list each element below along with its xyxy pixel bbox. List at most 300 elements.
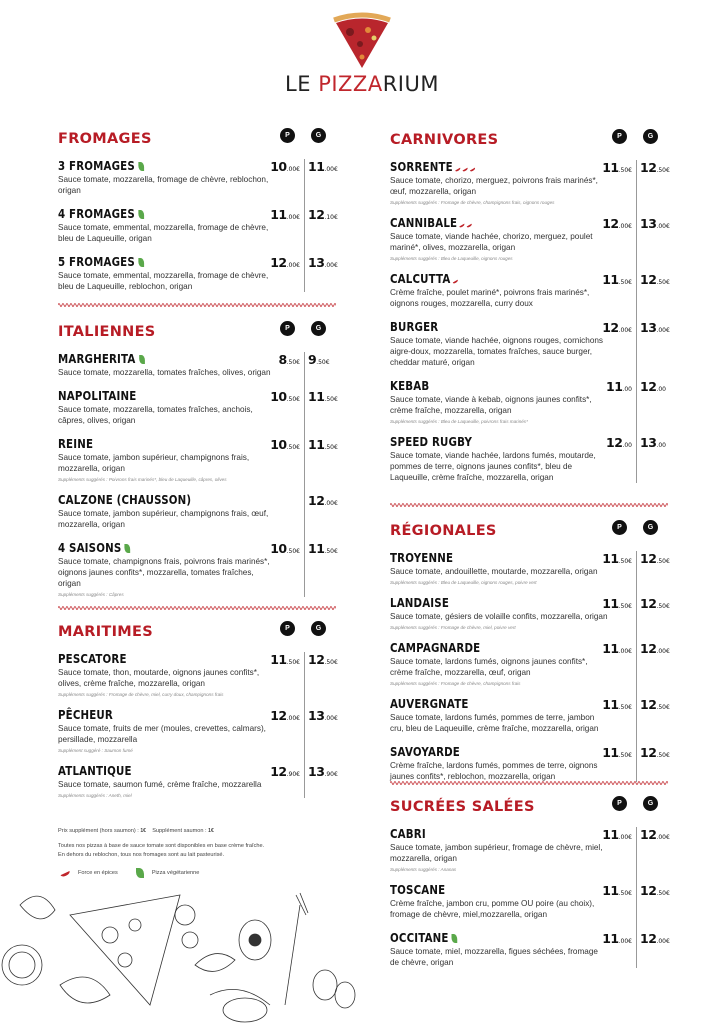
- pizza-name-row: [390, 434, 623, 450]
- price-integer: 13: [640, 216, 657, 231]
- price-integer: 12: [640, 697, 657, 712]
- price-decimal: .10€: [324, 214, 338, 221]
- pizza-name-row: [390, 883, 620, 897]
- price-integer: 12: [640, 379, 657, 394]
- price-small: [270, 389, 300, 404]
- section-italiennes: [58, 324, 338, 608]
- pizza-item: [390, 272, 670, 309]
- pizza-item: [58, 255, 338, 292]
- price-large: [640, 160, 670, 175]
- suggested-supplements: Suppléments suggérés : Poivrons frais marinés*, bleu de Laqueuille, câpres, olives: [58, 477, 227, 482]
- pizza-name: TROYENNE: [390, 550, 454, 565]
- pizza-item: [390, 160, 670, 205]
- pizza-item: [58, 352, 338, 378]
- section-title: CARNIVORES: [390, 132, 499, 148]
- pizza-name-row: [58, 708, 288, 722]
- pizza-description: Sauce tomate, mozzarella, tomates fraîches, anchois, câpres, olives, origan: [58, 405, 253, 425]
- footnote-line: En dehors du reblochon, tous nos fromages sont au lait pasteurisé.: [58, 852, 225, 858]
- section-header: [58, 131, 338, 153]
- pizza-name: PÊCHEUR: [58, 707, 113, 722]
- price-small: [278, 352, 300, 367]
- price-small: [602, 272, 632, 287]
- pizza-name: 5 FROMAGES: [58, 254, 135, 269]
- leaf-icon: [139, 355, 145, 364]
- price-small: [270, 764, 300, 779]
- pizza-name-row: [390, 641, 620, 655]
- price-decimal: .50€: [286, 659, 300, 666]
- price-small: [270, 159, 300, 174]
- price-decimal: .00€: [286, 166, 300, 173]
- price-large: [640, 697, 670, 712]
- price-integer: 13: [308, 708, 325, 723]
- price-decimal: .50€: [286, 396, 300, 403]
- price-decimal: .50€: [618, 603, 632, 610]
- price-large: [640, 827, 670, 842]
- section-title: RÉGIONALES: [390, 523, 497, 539]
- pizza-name: MARGHERITA: [58, 351, 136, 366]
- pizza-name: CALCUTTA: [390, 271, 451, 286]
- price-decimal: .00€: [324, 166, 338, 173]
- pizza-item: [390, 320, 670, 368]
- price-integer: 10: [270, 389, 287, 404]
- leaf-icon: [138, 162, 144, 171]
- price-decimal: .00: [656, 442, 666, 449]
- suggested-supplements: Suppléments suggérés : Bleu de Laqueuille, oignons rouges, poivre vert: [390, 580, 537, 585]
- pizza-name-row: [58, 437, 288, 451]
- pizza-list: [390, 160, 670, 483]
- price-small: [602, 551, 632, 566]
- pizza-list: [58, 352, 338, 597]
- price-integer: 11: [602, 641, 619, 656]
- size-badge-g: G: [643, 129, 658, 144]
- legend-spicy: [58, 870, 118, 876]
- chili-icon: [458, 222, 465, 229]
- supplement-label: Prix supplément (hors saumon) :: [58, 828, 139, 834]
- pizza-description: Sauce tomate, jambon supérieur, fromage de chèvre, miel, mozzarella, origan: [390, 843, 603, 863]
- price-integer: 11: [602, 160, 619, 175]
- price-integer: 13: [308, 764, 325, 779]
- pizza-name: BURGER: [390, 319, 439, 334]
- price-integer: 10: [270, 159, 287, 174]
- chili-icon: [466, 222, 473, 229]
- price-decimal: .50€: [656, 558, 670, 565]
- pizza-name-row: [390, 551, 620, 565]
- price-large: [308, 493, 338, 508]
- size-badge-g: G: [311, 128, 326, 143]
- price-large: [640, 883, 670, 898]
- pizza-item: [58, 708, 338, 753]
- price-small: [270, 541, 300, 556]
- price-large: [308, 652, 338, 667]
- price-large: [640, 435, 666, 450]
- price-integer: 12: [640, 272, 657, 287]
- price-large: [308, 352, 330, 367]
- price-decimal: .50€: [618, 752, 632, 759]
- pizza-name-row: [390, 320, 620, 334]
- price-decimal: .00€: [618, 648, 632, 655]
- price-integer: 11: [308, 437, 325, 452]
- section-header: [390, 132, 670, 154]
- size-badge-p: P: [612, 520, 627, 535]
- price-decimal: .00: [622, 386, 632, 393]
- price-integer: 12: [602, 320, 619, 335]
- pizza-item: [58, 389, 338, 426]
- price-decimal: .00€: [656, 834, 670, 841]
- pizza-name-row: [58, 255, 288, 269]
- price-integer: 11: [602, 931, 619, 946]
- price-small: [270, 207, 300, 222]
- divider-wave: [58, 302, 336, 308]
- pizza-description: Sauce tomate, jambon supérieur, champignons frais, œuf, mozzarella, origan: [58, 509, 269, 529]
- pizza-description: Crème fraîche, jambon cru, pomme OU poire (au choix), fromage de chèvre, miel,mozzarella, origan: [390, 899, 595, 919]
- size-badge-p: P: [280, 321, 295, 336]
- suggested-supplements: Suppléments suggérés : Ananas: [390, 867, 457, 872]
- pizza-description: Sauce tomate, viande hachée, lardons fumés, moutarde, pommes de terre, oignons jaunes confits*, bleu de Laqueuille, crème fraîche, mozzarella, origan: [390, 451, 596, 482]
- price-integer: 12: [640, 931, 657, 946]
- price-decimal: .00: [622, 442, 632, 449]
- pizza-item: [390, 596, 670, 630]
- price-small: [602, 827, 632, 842]
- suggested-supplements: Suppléments suggérés : Fromage de chèvre, miel, poivre vert: [390, 625, 516, 630]
- price-integer: 12: [640, 160, 657, 175]
- section-header: [390, 523, 670, 545]
- price-small: [270, 437, 300, 452]
- section-sucrees-salees: [390, 799, 670, 979]
- price-small: [602, 697, 632, 712]
- price-large: [308, 255, 338, 270]
- section-maritimes: [58, 624, 338, 809]
- price-integer: 12: [602, 216, 619, 231]
- pizza-name: CAMPAGNARDE: [390, 640, 481, 655]
- price-integer: 13: [308, 255, 325, 270]
- price-integer: 12: [640, 883, 657, 898]
- price-integer: 11: [270, 207, 287, 222]
- price-large: [308, 437, 338, 452]
- price-decimal: .50€: [286, 359, 300, 366]
- pizza-item: [390, 697, 670, 734]
- price-integer: 9: [308, 352, 317, 367]
- pizza-name-row: [390, 931, 620, 945]
- pizza-name: NAPOLITAINE: [58, 388, 137, 403]
- section-regionales: [390, 523, 670, 793]
- pizza-item: [58, 652, 338, 697]
- suggested-supplements: Suppléments suggérés : Bleu de Laqueuille, poivrons frais marinés*: [390, 419, 528, 424]
- price-integer: 10: [270, 437, 287, 452]
- pizza-item: [390, 379, 670, 424]
- price-integer: 13: [640, 435, 657, 450]
- pizza-name: PESCATORE: [58, 651, 127, 666]
- price-decimal: .00€: [618, 327, 632, 334]
- pizza-item: [58, 159, 338, 196]
- price-integer: 12: [606, 435, 623, 450]
- price-large: [640, 551, 670, 566]
- brand-name: [0, 72, 724, 96]
- pizza-name: REINE: [58, 436, 94, 451]
- pizza-name-row: [390, 216, 620, 230]
- price-decimal: .50€: [618, 167, 632, 174]
- price-decimal: .00€: [286, 715, 300, 722]
- pizza-item: [58, 493, 338, 530]
- price-large: [640, 931, 670, 946]
- price-integer: 11: [606, 379, 623, 394]
- price-small: [602, 883, 632, 898]
- pizza-name: CALZONE (CHAUSSON): [58, 492, 192, 507]
- price-decimal: .00€: [656, 223, 670, 230]
- leaf-icon: [452, 934, 458, 943]
- pizza-description: Sauce tomate, fruits de mer (moules, crevettes, calmars), persillade, mozzarella: [58, 724, 266, 744]
- price-decimal: .50€: [324, 444, 338, 451]
- section-fromages: [58, 131, 338, 303]
- pizza-description: Sauce tomate, andouillette, moutarde, mozzarella, origan: [390, 567, 598, 576]
- pizza-description: Sauce tomate, emmental, mozzarella, fromage de chèvre, bleu de Laqueuille, origan: [58, 223, 269, 243]
- price-large: [640, 379, 666, 394]
- price-integer: 11: [270, 652, 287, 667]
- price-integer: 12: [270, 708, 287, 723]
- pizza-name: KEBAB: [390, 378, 430, 393]
- pizza-name-row: [58, 352, 288, 366]
- pizza-list: [58, 652, 338, 798]
- logo: [0, 12, 724, 96]
- pizza-name-row: [390, 697, 620, 711]
- chili-icon: [452, 278, 459, 285]
- size-badge-g: G: [311, 621, 326, 636]
- chili-icon: [454, 166, 461, 173]
- price-decimal: .00€: [656, 648, 670, 655]
- pizza-name: 3 FROMAGES: [58, 158, 135, 173]
- suggested-supplements: Suppléments suggérés : Aneth, miel: [58, 793, 132, 798]
- brand-part: LE: [285, 72, 319, 96]
- pizza-description: Sauce tomate, champignons frais, poivrons frais marinés*, oignons jaunes confits*, mozzarella, tomates fraîches, origan: [58, 557, 270, 588]
- price-large: [640, 745, 670, 760]
- price-large: [640, 320, 670, 335]
- pizza-list: [390, 827, 670, 968]
- size-badge-p: P: [280, 621, 295, 636]
- pizza-name: SAVOYARDE: [390, 744, 460, 759]
- price-decimal: .50€: [618, 890, 632, 897]
- price-decimal: .00€: [656, 938, 670, 945]
- price-small: [602, 216, 632, 231]
- price-decimal: .00€: [324, 262, 338, 269]
- chili-icon: [469, 166, 476, 173]
- pizza-name-row: [390, 827, 620, 841]
- section-header: [390, 799, 670, 821]
- pizza-description: Sauce tomate, mozzarella, fromage de chèvre, reblochon, origan: [58, 175, 269, 195]
- price-integer: 12: [308, 493, 325, 508]
- pizza-name-row: [390, 745, 620, 759]
- suggested-supplements: Supplément suggéré : Saumon fumé: [58, 748, 133, 753]
- suggested-supplements: Suppléments suggérés : Bleu de Laqueuille, oignons rouges: [390, 256, 513, 261]
- price-integer: 10: [270, 541, 287, 556]
- price-decimal: .50€: [286, 444, 300, 451]
- price-integer: 12: [640, 641, 657, 656]
- price-large: [640, 596, 670, 611]
- price-large: [640, 272, 670, 287]
- pizza-name: TOSCANE: [390, 882, 446, 897]
- price-integer: 12: [640, 551, 657, 566]
- legend: [58, 868, 199, 878]
- price-integer: 13: [640, 320, 657, 335]
- saumon-label: Supplément saumon :: [152, 828, 207, 834]
- price-decimal: .00: [656, 386, 666, 393]
- pizza-item: [390, 827, 670, 872]
- pizza-item: [390, 931, 670, 968]
- price-small: [270, 708, 300, 723]
- price-integer: 12: [270, 255, 287, 270]
- pizza-item: [58, 437, 338, 482]
- pizza-name-row: [58, 159, 288, 173]
- price-large: [308, 389, 338, 404]
- leaf-icon: [136, 868, 144, 878]
- pizza-name: CABRI: [390, 826, 426, 841]
- price-large: [308, 541, 338, 556]
- price-decimal: .50€: [618, 704, 632, 711]
- leaf-icon: [138, 258, 144, 267]
- pizza-name: SORRENTE: [390, 159, 453, 174]
- brand-part-accent: PIZZA: [318, 72, 383, 96]
- price-decimal: .00€: [324, 500, 338, 507]
- pizza-name-row: [390, 160, 620, 174]
- price-integer: 11: [602, 697, 619, 712]
- pizza-item: [390, 435, 670, 483]
- section-title: FROMAGES: [58, 131, 152, 147]
- brand-part: RIUM: [382, 72, 439, 96]
- leaf-icon: [138, 210, 144, 219]
- pizza-name: OCCITANE: [390, 930, 449, 945]
- price-decimal: .00€: [618, 223, 632, 230]
- price-small: [602, 160, 632, 175]
- pizza-name: CANNIBALE: [390, 215, 458, 230]
- price-decimal: .50€: [656, 279, 670, 286]
- price-decimal: .90€: [286, 771, 300, 778]
- size-badge-p: P: [280, 128, 295, 143]
- size-badge-g: G: [311, 321, 326, 336]
- size-badge-p: P: [612, 129, 627, 144]
- section-carnivores: [390, 132, 670, 494]
- pizza-name: 4 SAISONS: [58, 540, 122, 555]
- pizza-item: [390, 216, 670, 261]
- pizza-name-row: [390, 378, 623, 394]
- price-small: [602, 931, 632, 946]
- pizza-name: AUVERGNATE: [390, 696, 469, 711]
- pizza-name: ATLANTIQUE: [58, 763, 132, 778]
- price-decimal: .50€: [656, 167, 670, 174]
- pizza-description: Sauce tomate, chorizo, merguez, poivrons frais marinés*, œuf, mozzarella, origan: [390, 176, 598, 196]
- price-integer: 11: [602, 596, 619, 611]
- price-decimal: .50€: [286, 548, 300, 555]
- pizza-name-row: [58, 541, 288, 555]
- pizza-description: Sauce tomate, thon, moutarde, oignons jaunes confits*, olives, crème fraîche, mozzarella, origan: [58, 668, 260, 688]
- pizza-description: Crème fraîche, poulet mariné*, poivrons frais marinés*, oignons rouges, mozzarella, curry doux: [390, 288, 590, 308]
- legend-spicy-label: Force en épices: [78, 870, 118, 876]
- price-integer: 11: [308, 159, 325, 174]
- pizza-description: Sauce tomate, lardons fumés, pommes de terre, jambon cru, bleu de Laqueuille, crème fraîche, mozzarella, origan: [390, 713, 599, 733]
- pizza-description: Sauce tomate, mozzarella, tomates fraîches, olives, origan: [58, 368, 271, 377]
- price-decimal: .00€: [286, 214, 300, 221]
- pizza-item: [390, 551, 670, 585]
- price-small: [606, 435, 632, 450]
- price-small: [270, 255, 300, 270]
- pizza-name-row: [58, 652, 288, 666]
- pizza-name: 4 FROMAGES: [58, 206, 135, 221]
- price-integer: 11: [308, 541, 325, 556]
- pizza-item: [390, 641, 670, 686]
- pizza-item: [58, 764, 338, 798]
- pizza-name-row: [58, 764, 288, 778]
- section-header: [58, 324, 338, 346]
- legend-veg: [132, 868, 200, 878]
- pizza-list: [58, 159, 338, 292]
- price-large: [308, 764, 338, 779]
- pizza-list: [390, 551, 670, 782]
- price-integer: 11: [602, 551, 619, 566]
- pizza-description: Sauce tomate, lardons fumés, oignons jaunes confits*, crème fraîche, mozzarella, œuf, origan: [390, 657, 588, 677]
- legend-veg-label: Pizza végétarienne: [151, 870, 200, 876]
- suggested-supplements: Suppléments suggérés : Câpres: [58, 592, 124, 597]
- saumon-price: 1€: [208, 828, 214, 834]
- pizza-description: Crème fraîche, lardons fumés, pommes de terre, oignons jaunes confits*, reblochon, mozzarella, origan: [390, 761, 598, 781]
- chili-icon: [461, 166, 468, 173]
- divider-wave: [390, 502, 668, 508]
- pizza-description: Sauce tomate, jambon supérieur, champignons frais, mozzarella, origan: [58, 453, 250, 473]
- price-decimal: .00€: [286, 262, 300, 269]
- price-decimal: .50€: [656, 890, 670, 897]
- price-small: [602, 596, 632, 611]
- pizza-description: Sauce tomate, miel, mozzarella, figues séchées, fromage de chèvre, origan: [390, 947, 598, 967]
- price-large: [640, 641, 670, 656]
- section-title: MARITIMES: [58, 624, 153, 640]
- price-decimal: .00€: [324, 715, 338, 722]
- price-decimal: .50€: [316, 359, 330, 366]
- price-integer: 11: [602, 745, 619, 760]
- price-integer: 11: [602, 827, 619, 842]
- price-integer: 12: [308, 207, 325, 222]
- section-title: SUCRÉES SALÉES: [390, 799, 535, 815]
- pizza-name-row: [390, 596, 620, 610]
- price-decimal: .50€: [324, 659, 338, 666]
- pizza-description: Sauce tomate, viande à kebab, oignons jaunes confits*, crème fraîche, mozzarella, origan: [390, 395, 592, 415]
- price-small: [602, 320, 632, 335]
- price-integer: 12: [270, 764, 287, 779]
- pizza-name-row: [58, 389, 288, 403]
- pizza-item: [58, 541, 338, 597]
- food-illustration: [0, 885, 360, 1024]
- price-integer: 12: [640, 827, 657, 842]
- price-small: [602, 641, 632, 656]
- divider-wave: [390, 780, 668, 786]
- price-large: [308, 159, 338, 174]
- size-badge-g: G: [643, 520, 658, 535]
- price-decimal: .50€: [324, 396, 338, 403]
- price-decimal: .50€: [656, 603, 670, 610]
- price-integer: 11: [308, 389, 325, 404]
- price-integer: 12: [640, 745, 657, 760]
- leaf-icon: [125, 544, 131, 553]
- price-decimal: .50€: [618, 558, 632, 565]
- pizza-slice-icon: [330, 12, 394, 70]
- divider-wave: [58, 605, 336, 611]
- pizza-item: [58, 207, 338, 244]
- price-small: [606, 379, 632, 394]
- pizza-description: Sauce tomate, viande hachée, oignons rouges, cornichons aigre-doux, mozzarella, tomates fraîches, sauce burger, cheddar maturé, origan: [390, 336, 604, 367]
- pizza-name-row: [58, 493, 288, 507]
- price-integer: 12: [640, 596, 657, 611]
- price-decimal: .00€: [618, 834, 632, 841]
- suggested-supplements: Suppléments suggérés : Fromage de chèvre, champignons frais: [390, 681, 521, 686]
- pizza-name-row: [390, 272, 620, 286]
- pizza-name-row: [58, 207, 288, 221]
- pizza-item: [390, 745, 670, 782]
- section-title: ITALIENNES: [58, 324, 156, 340]
